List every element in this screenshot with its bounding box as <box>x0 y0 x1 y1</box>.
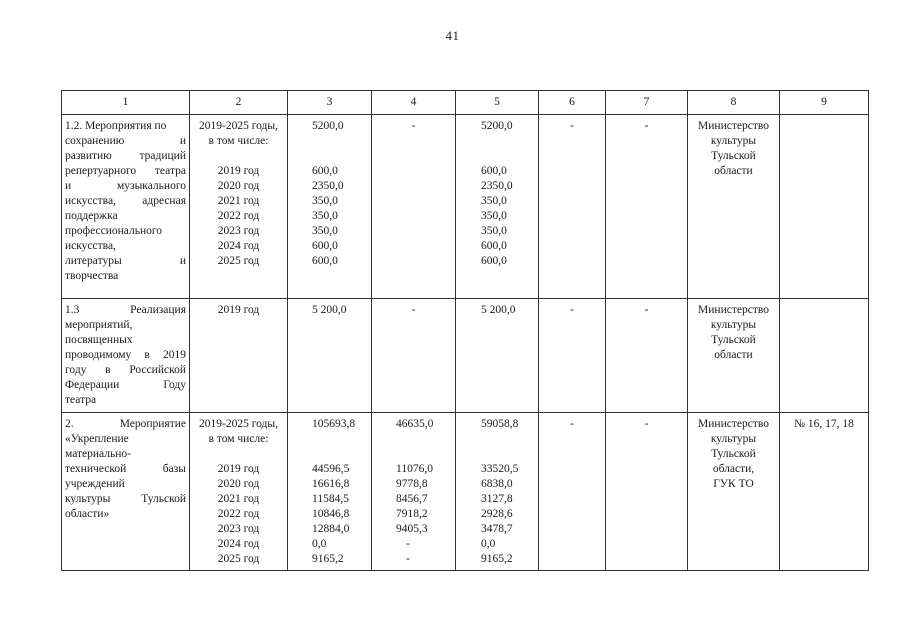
local-funding-cell: - <box>539 115 606 299</box>
total-funding-cell: 105693,8 44596,5 16616,8 11584,5 10846,8 12884,0 0,0 9165,2 <box>288 413 372 571</box>
table-row <box>62 413 869 571</box>
executor-cell: Министерство культуры Тульской области <box>688 299 780 413</box>
other-funding-cell: - <box>606 115 688 299</box>
regional-funding-cell: 5200,0 600,0 2350,0 350,0 350,0 350,0 600,0 600,0 <box>456 115 539 299</box>
local-funding-cell: - <box>539 413 606 571</box>
executor-cell: Министерство культуры Тульской области <box>688 115 780 299</box>
other-funding-cell: - <box>606 413 688 571</box>
col-header: 1 <box>62 91 190 115</box>
table-row <box>62 299 869 413</box>
col-header: 5 <box>456 91 539 115</box>
period-cell: 2019 год <box>190 299 288 413</box>
measure-name-cell: 2. Мероприятие «Укрепление материально- технической базы учреждений культуры Тульской области» <box>62 413 190 571</box>
period-cell: 2019-2025 годы, в том числе: 2019 год 2020 год 2021 год 2022 год 2023 год 2024 год 2025 год <box>190 413 288 571</box>
col-header: 8 <box>688 91 780 115</box>
col-header: 9 <box>780 91 869 115</box>
indicator-cell <box>780 299 869 413</box>
regional-funding-cell: 5 200,0 <box>456 299 539 413</box>
federal-funding-cell: - <box>372 115 456 299</box>
period-cell: 2019-2025 годы, в том числе: 2019 год 2020 год 2021 год 2022 год 2023 год 2024 год 2025 год <box>190 115 288 299</box>
col-header: 7 <box>606 91 688 115</box>
executor-cell: Министерство культуры Тульской области, ГУК ТО <box>688 413 780 571</box>
measure-name-cell: 1.3 Реализация мероприятий, посвященных проводимому в 2019 году в Российской Федерации Году театра <box>62 299 190 413</box>
total-funding-cell: 5 200,0 <box>288 299 372 413</box>
regional-funding-cell: 59058,8 33520,5 6838,0 3127,8 2928,6 3478,7 0,0 9165,2 <box>456 413 539 571</box>
col-header: 6 <box>539 91 606 115</box>
total-funding-cell: 5200,0 600,0 2350,0 350,0 350,0 350,0 600,0 600,0 <box>288 115 372 299</box>
indicator-cell <box>780 115 869 299</box>
table-row <box>62 115 869 299</box>
measure-name-cell: 1.2. Мероприятия по сохранению и развитию традиций репертуарного театра и музыкального искусства, адресная поддержка профессионального искусства, литературы и творчества <box>62 115 190 299</box>
col-header: 4 <box>372 91 456 115</box>
other-funding-cell: - <box>606 299 688 413</box>
local-funding-cell: - <box>539 299 606 413</box>
federal-funding-cell: - <box>372 299 456 413</box>
program-table <box>61 90 869 571</box>
col-header: 2 <box>190 91 288 115</box>
page-number: 41 <box>445 28 460 43</box>
header-row <box>62 91 869 115</box>
col-header: 3 <box>288 91 372 115</box>
indicator-cell: № 16, 17, 18 <box>780 413 869 571</box>
federal-funding-cell: 46635,0 11076,0 9778,8 8456,7 7918,2 9405,3 - - <box>372 413 456 571</box>
